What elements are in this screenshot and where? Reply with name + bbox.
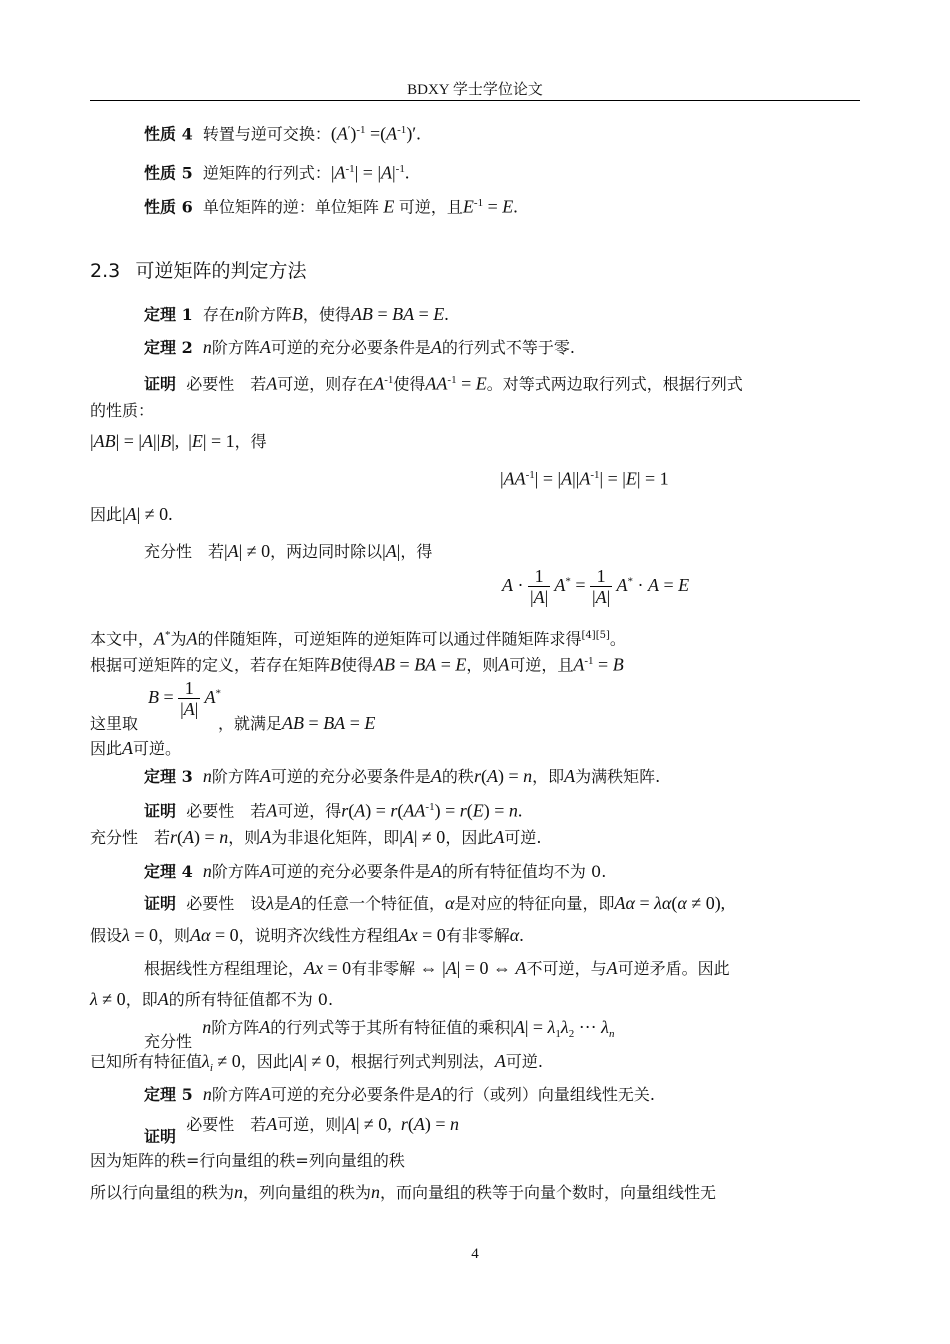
proof-5-line2: 因为矩阵的秩=行向量组的秩=列向量组的秩 bbox=[90, 1151, 405, 1170]
proof-4-line4: λ ≠ 0，即A的所有特征值都不为 0. bbox=[90, 989, 334, 1009]
hence-invertible: 因此A可逆。 bbox=[90, 738, 182, 758]
section-heading: 2.3 可逆矩阵的判定方法 bbox=[90, 260, 307, 282]
theorem-4: 定理 4 n阶方阵A可逆的充分必要条件是A的所有特征值均不为 0. bbox=[144, 861, 607, 881]
proof-2-equation: $|AA^{-1}| = |A||A^{-1}| = |E| = 1$ bbox=[500, 468, 669, 489]
proof-3-line2: 充分性 若r(A) = n，则A为非退化矩阵，即|A| ≠ 0，因此A可逆. bbox=[90, 827, 542, 847]
property-label: 性质 4 bbox=[144, 124, 193, 144]
take-line: 这里取 ，就满足AB = BA = E bbox=[90, 713, 376, 733]
theorem-2: 定理 2 n阶方阵A可逆的充分必要条件是A的行列式不等于零. bbox=[144, 337, 576, 357]
theorem-5: 定理 5 n阶方阵A可逆的充分必要条件是A的行（或列）向量组线性无关. bbox=[144, 1084, 656, 1104]
proof-3-line1: 证明 必要性 若A可逆，得$r(A) = r(AA^{-1}) = r(E) = n$. bbox=[144, 800, 523, 821]
proof-5-line1: 证明 必要性 若A可逆，则|A| ≠ 0, r(A) = n bbox=[144, 1114, 459, 1146]
proof-2-adjugate-equation: A · $\frac{1}{|A|}$ A* = $\frac{1}{|A|}$ A* · A = E bbox=[502, 566, 690, 607]
b-formula: B = $\frac{1}{|A|}$ A* bbox=[148, 678, 222, 719]
proof-2-line2: 的性质： bbox=[90, 401, 155, 420]
proof-2-line1: 证明 必要性 若A可逆，则存在$A^{-1}$使得$AA^{-1} = E$。对等式两边取行列式，根据行列式 bbox=[144, 373, 743, 394]
proof-5-line3: 所以行向量组的秩为n，列向量组的秩为n，而向量组的秩等于向量个数时，向量组线性无 bbox=[90, 1182, 717, 1202]
proof-4-line3: 根据线性方程组理论，Ax = 0有非零解 ⇔ |A| = 0 ⇔ A不可逆，与A可逆矛盾。因此 bbox=[144, 958, 730, 978]
page-number: 4 bbox=[471, 1246, 479, 1262]
property-label: 性质 5 bbox=[144, 163, 193, 183]
proof-2-line3: |AB| = |A||B|, |E| = 1，得 bbox=[90, 431, 267, 451]
header-rule bbox=[90, 100, 860, 101]
theorem-3: 定理 3 n阶方阵A可逆的充分必要条件是A的秩r(A) = n，即A为满秩矩阵. bbox=[144, 766, 661, 786]
proof-4-line2: 假设λ = 0，则Aα = 0，说明齐次线性方程组Ax = 0有非零解α. bbox=[90, 925, 524, 945]
proof-4-line5: 已知所有特征值$\lambda_i \ne 0$，因此|A| ≠ 0，根据行列式判别法，A可逆. bbox=[90, 1051, 543, 1075]
property-6: 性质 6 单位矩阵的逆：单位矩阵 E 可逆，且$E^{-1} = E$. bbox=[144, 196, 518, 217]
proof-4-sufficiency: 充分性 n阶方阵A的行列式等于其所有特征值的乘积$|A| = \lambda_1\lambda_2$ ··· $\lambda_n$ bbox=[144, 1017, 615, 1051]
proof-2-sufficiency: 充分性 若|A| ≠ 0，两边同时除以|A|，得 bbox=[144, 541, 433, 561]
running-header: BDXY 学士学位论文 bbox=[407, 82, 543, 98]
property-label: 性质 6 bbox=[144, 197, 193, 217]
proof-2-line4: 因此|A| ≠ 0. bbox=[90, 504, 173, 524]
theorem-1: 定理 1 存在n阶方阵B，使得AB = BA = E. bbox=[144, 304, 449, 324]
property-5: 性质 5 逆矩阵的行列式：$|A^{-1}| = |A|^{-1}$. bbox=[144, 162, 410, 183]
adjugate-note: 本文中，A*为A的伴随矩阵，可逆矩阵的逆矩阵可以通过伴随矩阵求得[4][5]。 bbox=[90, 628, 626, 649]
property-4: 性质 4 转置与逆可交换：$(A')^{-1} =(A^{-1})'$. bbox=[144, 123, 421, 144]
definition-line: 根据可逆矩阵的定义，若存在矩阵B使得AB = BA = E，则A可逆，且$A^{-1} = B$ bbox=[90, 654, 624, 675]
proof-4-line1: 证明 必要性 设λ是A的任意一个特征值，α是对应的特征向量，即Aα = λα(α ≠ 0), bbox=[144, 893, 726, 913]
